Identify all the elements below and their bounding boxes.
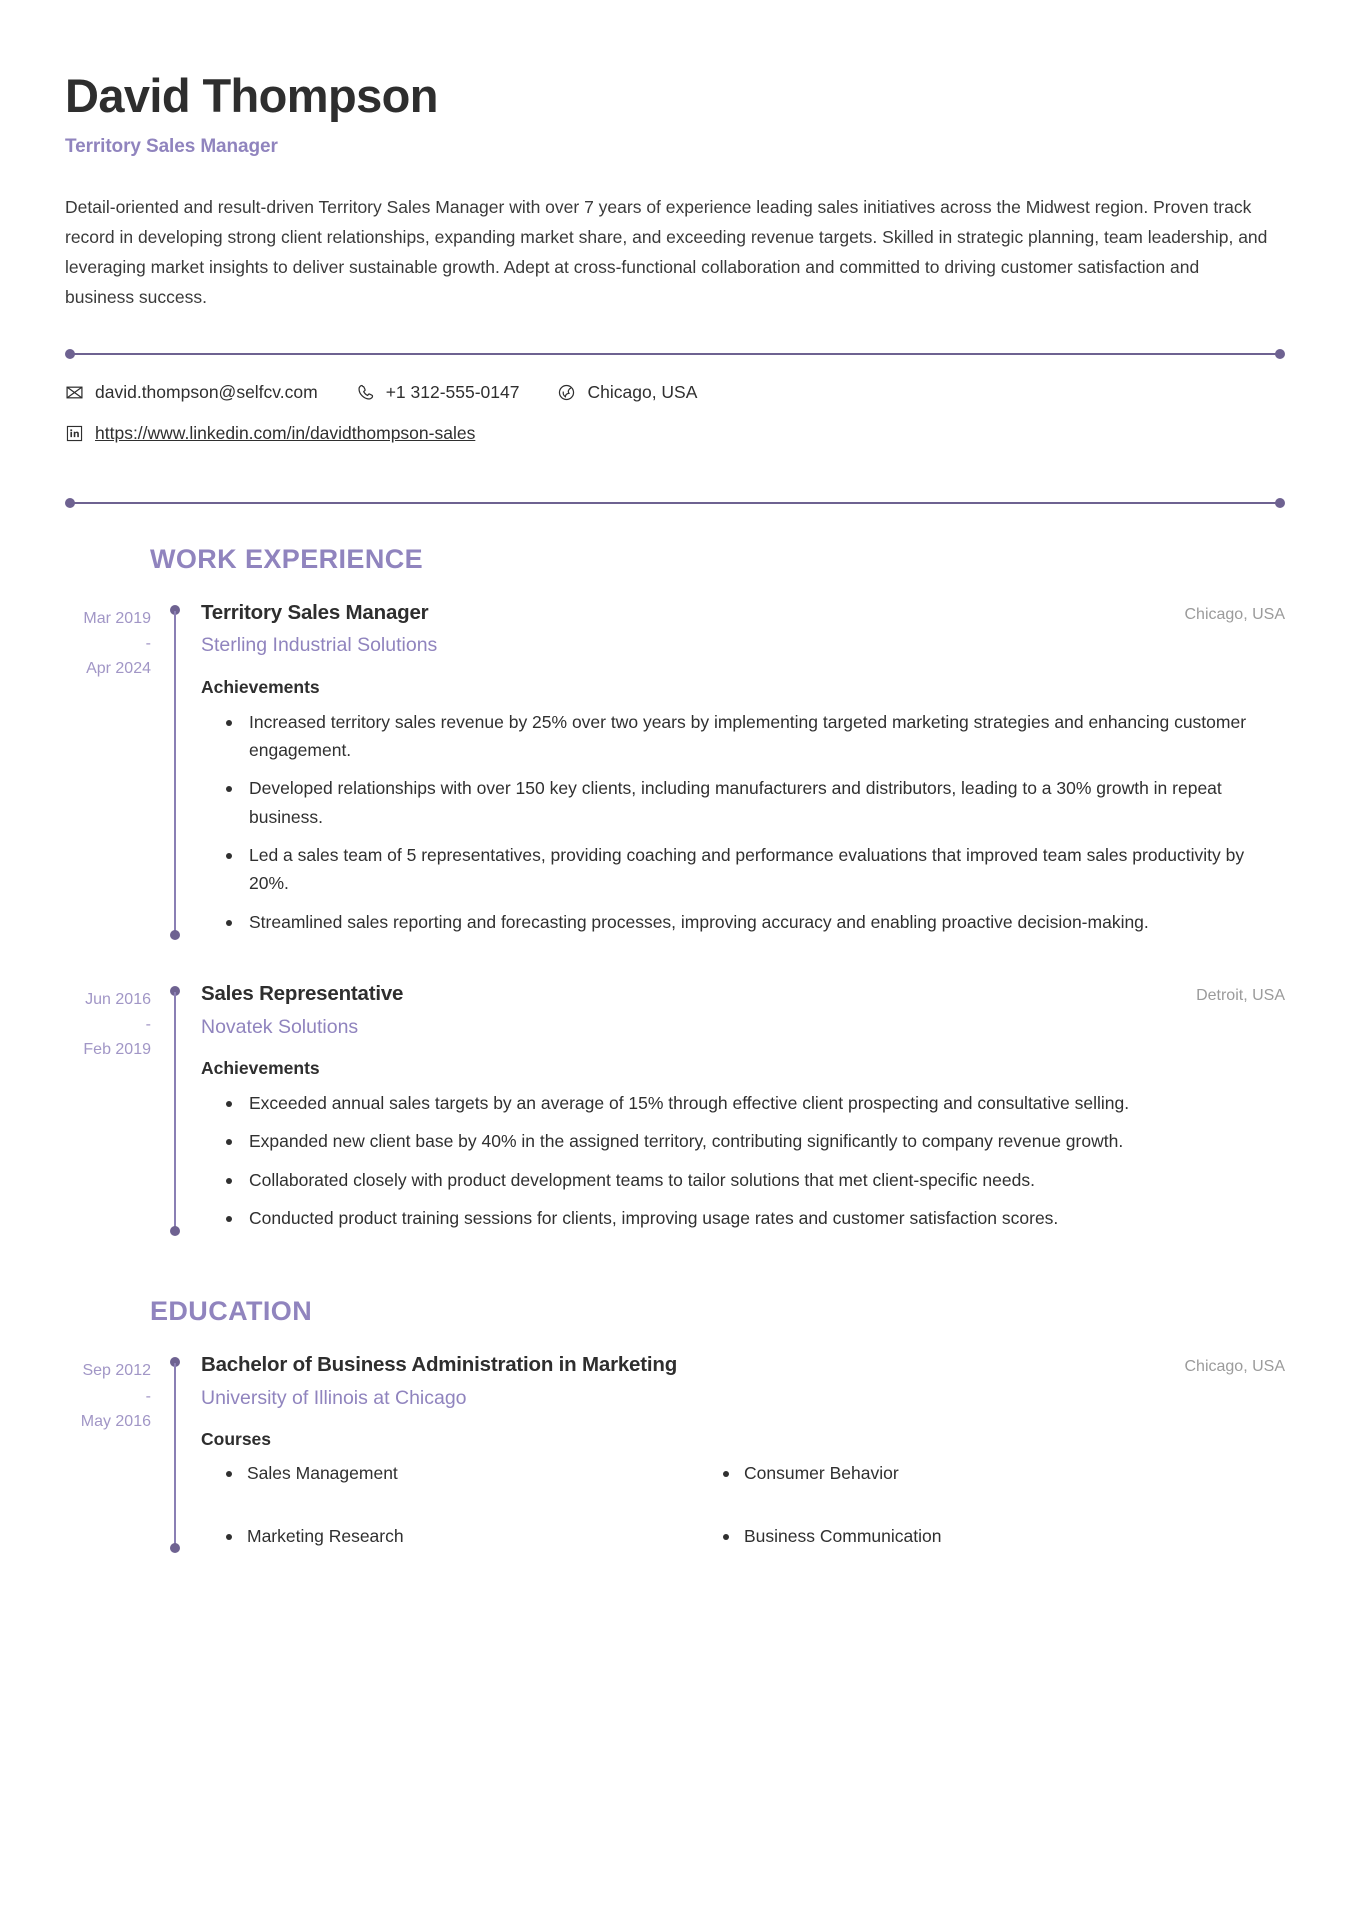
- education-courses-list: [201, 1460, 1221, 1549]
- education-entry-dates: [65, 1351, 165, 1548]
- date-dash: -: [145, 1016, 151, 1034]
- linkedin-icon: [65, 424, 84, 443]
- date-end: Feb 2019: [83, 1041, 151, 1059]
- education-entry-body: [187, 1351, 1285, 1548]
- job-headline: Territory Sales Manager: [65, 135, 278, 157]
- contact-email[interactable]: [65, 381, 318, 404]
- section-education: [65, 1296, 1285, 1582]
- education-school: University of Illinois at Chicago: [201, 1386, 467, 1409]
- timeline-marker: [165, 1351, 187, 1548]
- divider-dot-right: [1275, 349, 1285, 359]
- divider-rule-2: [70, 502, 1280, 504]
- timeline-dot-bottom: [170, 930, 180, 940]
- work-entry-company: Novatek Solutions: [201, 1015, 359, 1038]
- timeline-line: [174, 611, 176, 934]
- contact-linkedin-text: https://www.linkedin.com/in/davidthompson-sales: [95, 422, 476, 443]
- work-entry-dates: [65, 599, 165, 936]
- envelope-icon: [65, 383, 84, 402]
- list-item: Led a sales team of 5 representatives, providing coaching and performance evaluations that improved team sales productivity by 20%.: [247, 841, 1285, 898]
- list-item: Collaborated closely with product development teams to tailor solutions that met client-specific needs.: [247, 1166, 1285, 1194]
- education-entry: [65, 1351, 1285, 1582]
- divider-rule: [70, 353, 1280, 355]
- work-entry-subheading: Achievements: [201, 1057, 320, 1078]
- date-dash: -: [145, 634, 151, 652]
- timeline-line: [174, 992, 176, 1230]
- date-end: May 2016: [80, 1412, 151, 1430]
- list-item: Exceeded annual sales targets by an average of 15% through effective client prospecting and consultative selling.: [247, 1089, 1285, 1117]
- date-start: Jun 2016: [85, 990, 151, 1008]
- timeline-marker: [165, 599, 187, 936]
- contact-location: [557, 381, 697, 404]
- education-entry-head: [201, 1351, 1285, 1379]
- divider-top: [65, 349, 1285, 359]
- contact-location-text: Chicago, USA: [587, 382, 698, 403]
- education-location: Chicago, USA: [1184, 1358, 1285, 1376]
- professional-summary: Detail-oriented and result-driven Territory Sales Manager with over 7 years of experience leading sales initiatives across the Midwest region. Proven track record in developing strong client relationships, expanding market share, and exceeding revenue targets. Skilled in strategic planning, team leadership, and leveraging market insights to deliver sustainable growth. Adept at cross-functional collaboration and committed to driving customer satisfaction and business success.: [65, 196, 1268, 307]
- education-degree: Bachelor of Business Administration in Marketing: [201, 1353, 678, 1377]
- date-dash: -: [145, 1387, 151, 1405]
- list-item: Sales Management: [247, 1460, 724, 1486]
- list-item: Conducted product training sessions for clients, improving usage rates and customer satisfaction scores.: [247, 1204, 1285, 1232]
- work-entry-body: [187, 980, 1285, 1232]
- timeline-line: [174, 1363, 176, 1546]
- work-achievements-list: [201, 1089, 1285, 1232]
- work-entry-company: Sterling Industrial Solutions: [201, 634, 438, 657]
- work-entry-head: [201, 599, 1285, 627]
- contact-phone[interactable]: [356, 381, 520, 404]
- work-entry: [65, 599, 1285, 936]
- date-start: Mar 2019: [83, 609, 151, 627]
- timeline-marker: [165, 980, 187, 1232]
- entry-spacer: [65, 936, 1285, 980]
- work-entry-subheading: Achievements: [201, 676, 320, 697]
- section-work-experience: [65, 544, 1285, 1233]
- work-achievements-list: [201, 708, 1285, 936]
- list-item: Expanded new client base by 40% in the assigned territory, contributing significantly to company revenue growth.: [247, 1127, 1285, 1155]
- list-item: Increased territory sales revenue by 25% over two years by implementing targeted marketing strategies and enhancing customer engagement.: [247, 708, 1285, 765]
- list-item: Streamlined sales reporting and forecasting processes, improving accuracy and enabling proactive decision-making.: [247, 908, 1285, 936]
- divider-bottom: [65, 498, 1285, 508]
- divider-dot-right-2: [1275, 498, 1285, 508]
- contact-row-secondary: [65, 422, 1285, 445]
- timeline-dot-bottom: [170, 1226, 180, 1236]
- contact-phone-text: +1 312-555-0147: [385, 382, 520, 403]
- list-item: Developed relationships with over 150 key clients, including manufacturers and distributors, leading to a 30% growth in repeat business.: [247, 774, 1285, 831]
- contact-block: [65, 359, 1285, 461]
- section-title-education: EDUCATION: [150, 1296, 313, 1327]
- work-entry-location: Chicago, USA: [1184, 605, 1285, 623]
- timeline-dot-bottom: [170, 1543, 180, 1553]
- contact-row-primary: [65, 381, 1285, 404]
- contact-linkedin[interactable]: [65, 422, 475, 445]
- page-title: David Thompson: [65, 69, 438, 122]
- work-entry-role: Sales Representative: [201, 981, 404, 1005]
- section-title-work: WORK EXPERIENCE: [150, 543, 424, 574]
- work-entry-location: Detroit, USA: [1196, 986, 1285, 1004]
- list-item: Consumer Behavior: [744, 1460, 1221, 1486]
- date-start: Sep 2012: [82, 1362, 151, 1380]
- list-item: Business Communication: [744, 1523, 1221, 1549]
- globe-pin-icon: [557, 383, 576, 402]
- list-item: Marketing Research: [247, 1523, 724, 1549]
- date-end: Apr 2024: [86, 659, 151, 677]
- contact-email-text: david.thompson@selfcv.com: [95, 382, 318, 403]
- work-entry-head: [201, 980, 1285, 1008]
- education-subheading: Courses: [201, 1429, 272, 1450]
- resume-header: [65, 70, 1285, 312]
- work-entry: [65, 980, 1285, 1232]
- phone-icon: [356, 383, 375, 402]
- work-entry-body: [187, 599, 1285, 936]
- work-entry-dates: [65, 980, 165, 1232]
- work-entry-role: Territory Sales Manager: [201, 600, 429, 624]
